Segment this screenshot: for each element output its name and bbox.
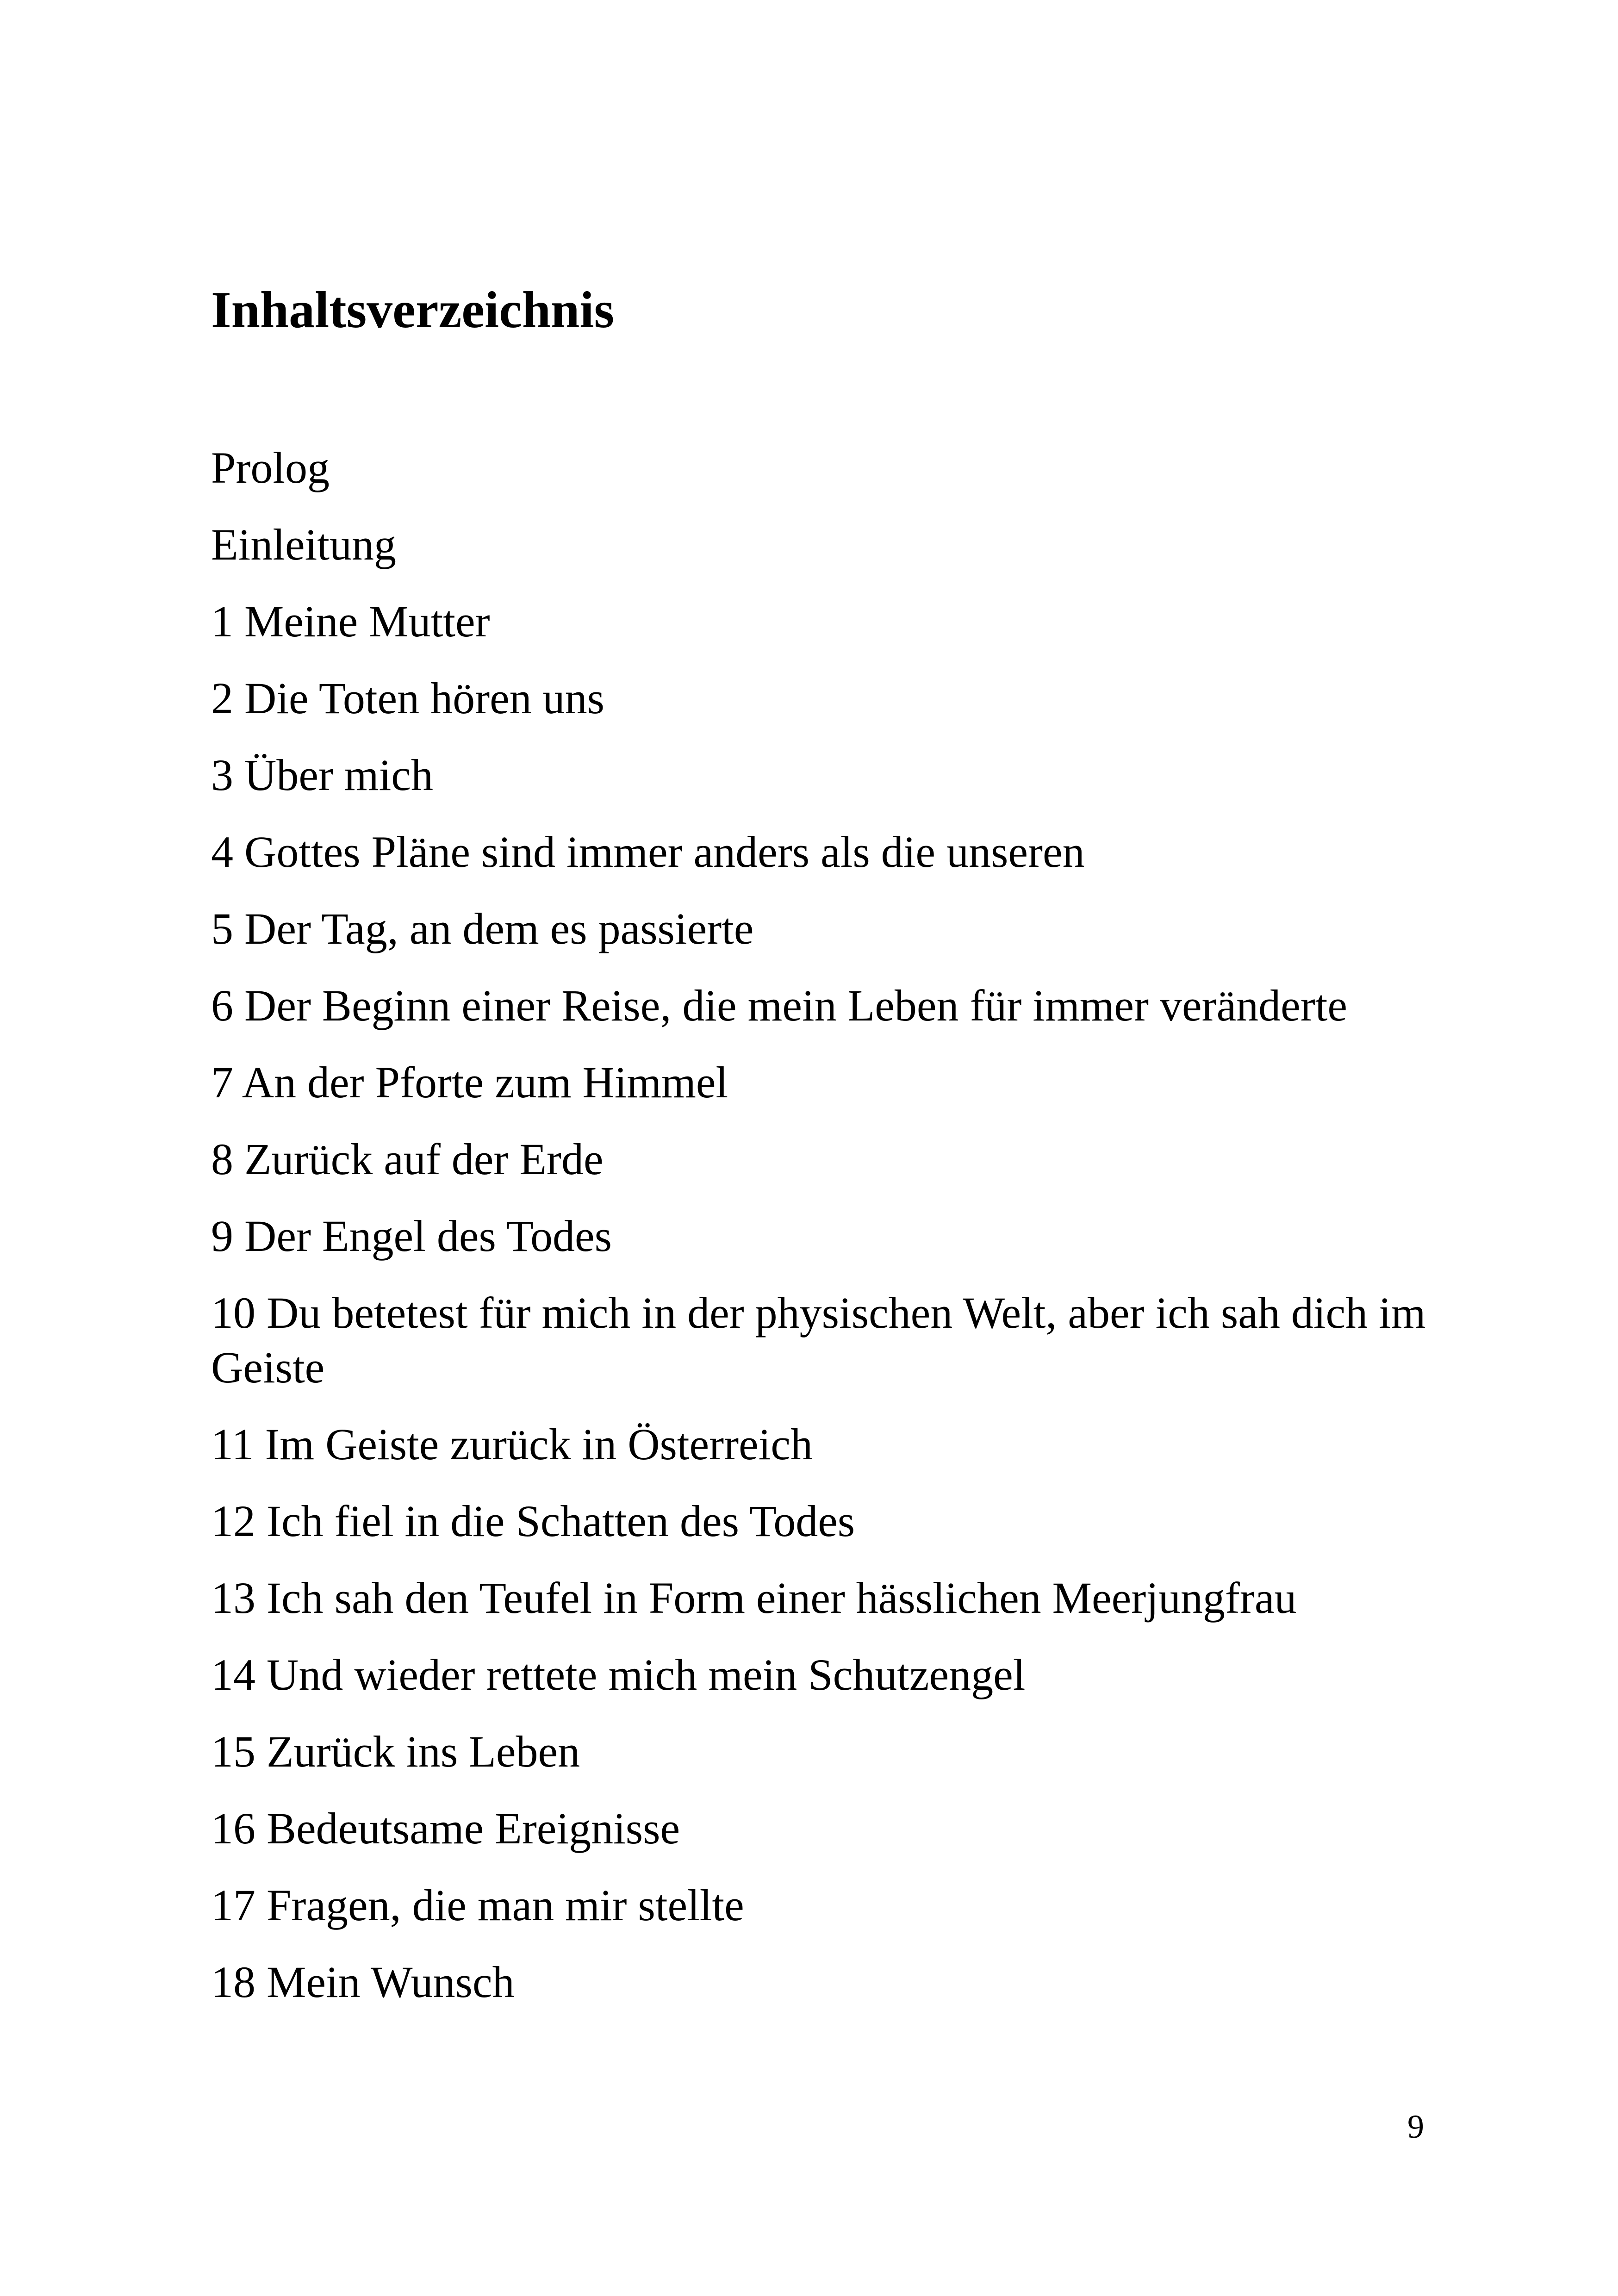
toc-entry-chapter-3: 3 Über mich [211,750,433,800]
toc-entry-chapter-18: 18 Mein Wunsch [211,1957,515,2007]
toc-entry-chapter-11: 11 Im Geiste zurück in Österreich [211,1419,813,1469]
toc-entry-chapter-1: 1 Meine Mutter [211,597,490,646]
toc-entry-chapter-17: 17 Fragen, die man mir stellte [211,1880,744,1930]
toc-entry-chapter-16: 16 Bedeutsame Ereignisse [211,1804,680,1853]
toc-entry-chapter-15: 15 Zurück ins Leben [211,1727,580,1776]
toc-entry-chapter-4: 4 Gottes Pläne sind immer anders als die unseren [211,827,1085,877]
toc-entry-chapter-6: 6 Der Beginn einer Reise, die mein Leben für immer veränderte [211,981,1348,1030]
toc-entry-prolog: Prolog [211,443,330,492]
toc-entry-chapter-12: 12 Ich fiel in die Schatten des Todes [211,1496,855,1546]
toc-entry-chapter-13: 13 Ich sah den Teufel in Form einer hässlichen Meerjungfrau [211,1573,1297,1623]
toc-entry-einleitung: Einleitung [211,520,396,569]
toc-entry-chapter-8: 8 Zurück auf der Erde [211,1134,604,1184]
toc-title: Inhaltsverzeichnis [211,281,615,339]
toc-list [211,441,1461,2032]
toc-entry-chapter-9: 9 Der Engel des Todes [211,1211,612,1261]
toc-entry-chapter-5: 5 Der Tag, an dem es passierte [211,904,754,953]
toc-entry-chapter-10: 10 Du betetest für mich in der physischen Welt, aber ich sah dich im Geiste [211,1288,1426,1392]
toc-entry-chapter-7: 7 An der Pforte zum Himmel [211,1058,728,1107]
toc-entry-chapter-2: 2 Die Toten hören uns [211,673,605,723]
page-number: 9 [1407,2108,1424,2145]
toc-entry-chapter-14: 14 Und wieder rettete mich mein Schutzengel [211,1650,1026,1699]
